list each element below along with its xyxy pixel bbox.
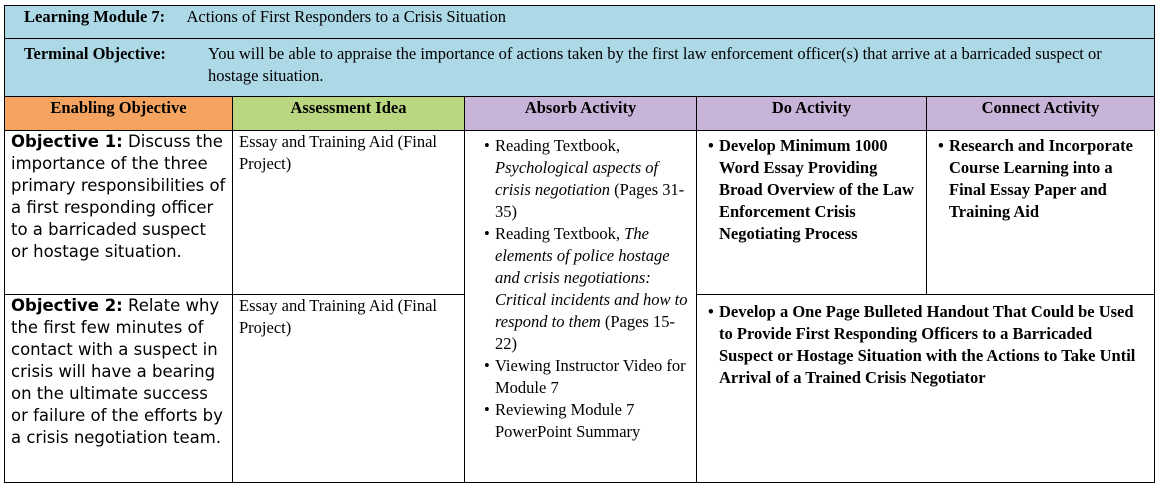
col-assessment-idea: Assessment Idea (233, 97, 465, 131)
objective-1-cell (5, 131, 233, 294)
objective-1-text: Discuss the importance of the three primary responsibilities of a first responding officer to a barricaded suspect or hostage situation. (11, 132, 226, 262)
terminal-objective-row (5, 39, 1155, 97)
objective-1-connect-activity (927, 131, 1155, 294)
terminal-objective-label: Terminal Objective: (24, 44, 166, 64)
col-absorb-activity: Absorb Activity (465, 97, 697, 131)
objective-1-assessment: Essay and Training Aid (Final Project) (233, 131, 465, 294)
list-item: • Reading Textbook, The elements of police hostage and crisis negotiations: Critical incidents and how to respond to them (Pages 15-22) (495, 223, 690, 355)
objective-1-label: Objective 1: (11, 132, 123, 152)
objective-2-assessment: Essay and Training Aid (Final Project) (233, 294, 465, 482)
list-item: • Develop a One Page Bulleted Handout That Could be Used to Provide First Responding Officers to a Barricaded Suspect or Hostage Situation with the Actions to Take Until Arrival of a Trained Crisis Negotiator (719, 301, 1148, 389)
objective-1-row (5, 131, 1155, 294)
terminal-objective-cell (5, 39, 1155, 97)
module-table (4, 5, 1155, 483)
col-connect-activity: Connect Activity (927, 97, 1155, 131)
objective-2-text: Relate why the first few minutes of contact with a suspect in crisis will have a bearing on the ultimate success or failure of the efforts by a crisis negotiation team. (11, 295, 223, 447)
module-label: Learning Module 7: (24, 7, 166, 26)
list-item: • Reviewing Module 7 PowerPoint Summary (495, 399, 690, 443)
absorb-activity-list (471, 135, 690, 443)
objective-2-cell (5, 294, 233, 482)
module-header-row (5, 6, 1155, 39)
module-header-cell (5, 6, 1155, 39)
terminal-objective-text: You will be able to appraise the importance of actions taken by the first law enforcement officer(s) that arrive at a barricaded suspect or hostage situation. (208, 44, 1102, 86)
objective-1-do-activity (697, 131, 927, 294)
objective-2-label: Objective 2: (11, 295, 123, 315)
column-header-row (5, 97, 1155, 131)
list-item: • Research and Incorporate Course Learning into a Final Essay Paper and Training Aid (949, 135, 1148, 223)
list-item: • Reading Textbook, Psychological aspects of crisis negotiation (Pages 31-35) (495, 135, 690, 223)
list-item: • Develop Minimum 1000 Word Essay Providing Broad Overview of the Law Enforcement Crisis Negotiating Process (719, 135, 920, 245)
module-title: Actions of First Responders to a Crisis Situation (186, 7, 506, 26)
list-item: • Viewing Instructor Video for Module 7 (495, 355, 690, 399)
col-do-activity: Do Activity (697, 97, 927, 131)
objective-2-do-connect-activity (697, 294, 1155, 482)
col-enabling-objective: Enabling Objective (5, 97, 233, 131)
absorb-activity-cell (465, 131, 697, 483)
